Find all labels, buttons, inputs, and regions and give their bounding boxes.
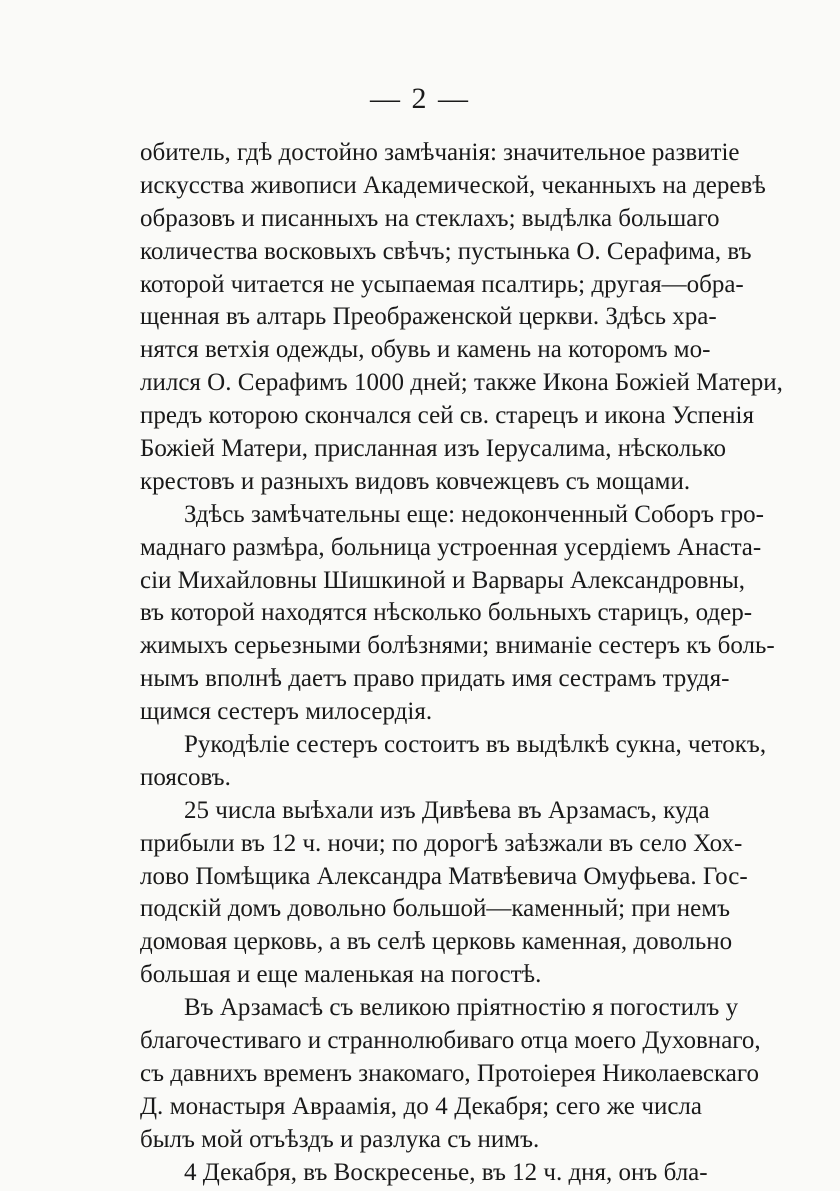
text-line: обитель, гдѣ достойно замѣчанія: значительное развитіе — [140, 139, 740, 166]
text-line: подскій домъ довольно большой—каменный; при немъ — [140, 895, 731, 923]
text-line: лился О. Серафимъ 1000 дней; также Икона Божіей Матери, — [140, 369, 783, 397]
text-line: поясовъ. — [140, 763, 231, 791]
text-line: сіи Михайловны Шишкиной и Варвары Александровны, — [140, 566, 746, 594]
text-line: нымъ вполнѣ даетъ право придать имя сестрамъ трудя- — [140, 665, 730, 693]
paragraph — [140, 137, 783, 499]
paragraph — [140, 729, 767, 795]
text-line: лово Помѣщика Александра Матвѣевича Омуфьева. Гос- — [140, 862, 748, 890]
text-line: образовъ и писанныхъ на стеклахъ; выдѣлка большаго — [140, 204, 720, 232]
text-line: количества восковыхъ свѣчъ; пустынька О. Серафима, въ — [140, 237, 752, 265]
text-line: Д. монастыря Авраамія, до 4 Декабря; сего же числа — [140, 1092, 702, 1120]
text-line: искусства живописи Академической, чеканныхъ на деревѣ — [140, 171, 766, 199]
text-line: Въ Арзамасѣ съ великою пріятностію я погостилъ у — [184, 994, 739, 1022]
text-line: предъ которою скончался сей св. старецъ и икона Успенія — [140, 402, 754, 430]
text-line: благочестиваго и страннолюбиваго отца моего Духовнаго, — [140, 1027, 761, 1055]
text-line: 25 числа выѣхали изъ Дивѣева въ Арзамасъ, куда — [184, 796, 710, 824]
text-line: крестовъ и разныхъ видовъ ковчежцевъ съ мощами. — [140, 467, 691, 495]
text-line: домовая церковь, а въ селѣ церковь каменная, довольно — [140, 928, 733, 956]
page-number: — 2 — — [370, 82, 470, 115]
text-line: былъ мой отъѣздъ и разлука съ нимъ. — [140, 1125, 540, 1153]
text-line: нятся ветхія одежды, обувь и камень на которомъ мо- — [140, 336, 711, 364]
paragraph — [140, 795, 748, 992]
text-line: Здѣсь замѣчательны еще: недоконченный Соборъ гро- — [184, 500, 764, 528]
paragraph — [140, 1157, 708, 1190]
text-line: прибыли въ 12 ч. ночи; по дорогѣ заѣзжали въ село Хох- — [140, 829, 743, 857]
text-line: Божіей Матери, присланная изъ Іерусалима, нѣсколько — [140, 435, 727, 463]
text-line: жимыхъ серьезными болѣзнями; вниманіе сестеръ къ боль- — [140, 632, 775, 660]
paragraph — [140, 992, 761, 1156]
text-line: въ которой находятся нѣсколько больныхъ старицъ, одер- — [140, 599, 753, 627]
body-text — [140, 137, 783, 1190]
text-line: щимся сестеръ милосердія. — [140, 698, 433, 726]
text-line: маднаго размѣра, больница устроенная усердіемъ Анаста- — [140, 533, 762, 561]
paragraph — [140, 499, 775, 729]
text-line: большая и еще маленькая на погостѣ. — [140, 961, 542, 989]
text-line: которой читается не усыпаемая псалтирь; другая—обра- — [140, 270, 744, 298]
text-line: Рукодѣліе сестеръ состоитъ въ выдѣлкѣ сукна, четокъ, — [184, 731, 767, 759]
text-line: 4 Декабря, въ Воскресенье, въ 12 ч. дня, онъ бла- — [184, 1158, 708, 1186]
text-line: щенная въ алтарь Преображенской церкви. Здѣсь хра- — [140, 303, 717, 331]
text-line: съ давнихъ временъ знакомаго, Протоіерея Николаевскаго — [140, 1059, 759, 1087]
